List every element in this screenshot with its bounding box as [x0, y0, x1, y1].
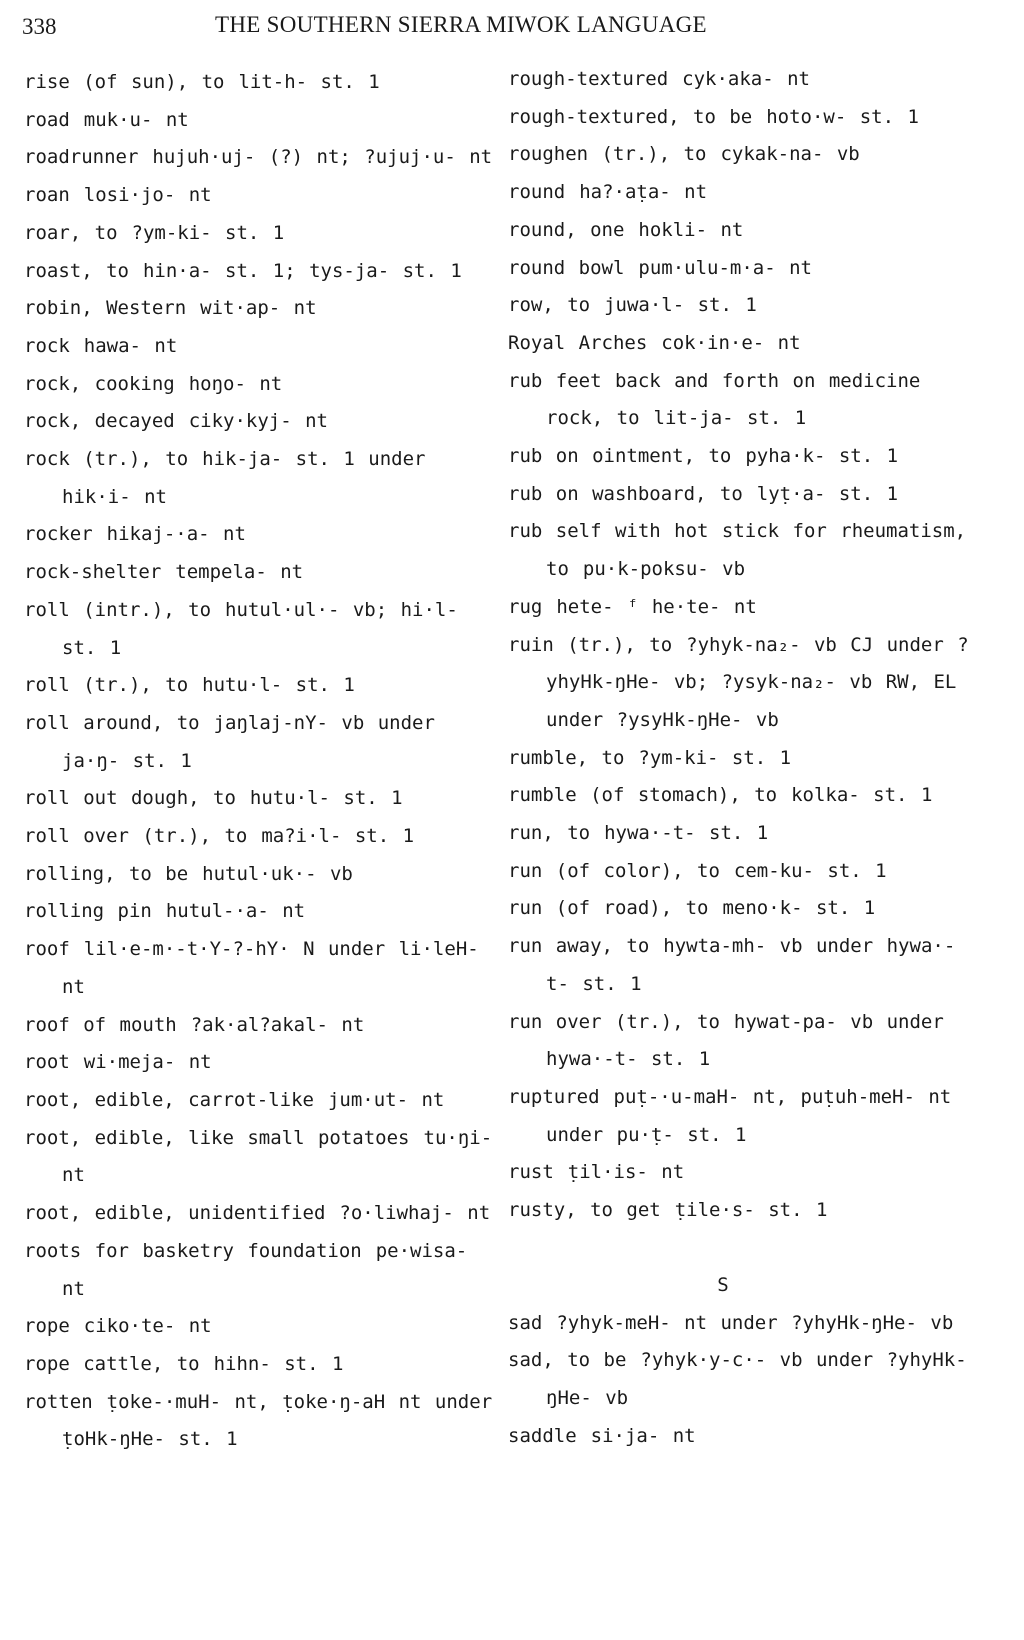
- entry-definition: ma?i·l- st. 1: [261, 825, 415, 848]
- entry-term: rug: [508, 595, 543, 618]
- dictionary-entry: [24, 177, 494, 215]
- dictionary-entry: [508, 212, 978, 250]
- entry-definition: ciko·te- nt: [83, 1315, 212, 1338]
- entry-term: rope cattle, to: [24, 1352, 200, 1375]
- entry-term: roof: [24, 938, 70, 961]
- entry-term: ruin (tr.), to: [508, 633, 673, 656]
- page-number: 338: [22, 14, 57, 39]
- entry-term: rock, cooking: [24, 372, 175, 395]
- entry-term: rocker: [24, 523, 93, 546]
- dictionary-entry: [508, 287, 978, 325]
- entry-term: roast, to: [24, 259, 129, 282]
- dictionary-entry: [24, 516, 494, 554]
- entry-term: roll over (tr.), to: [24, 825, 248, 848]
- dictionary-entry: [508, 61, 978, 99]
- dictionary-entry: [24, 667, 494, 705]
- dictionary-entry: [24, 366, 494, 404]
- entry-definition: cyk·aka- nt: [682, 68, 810, 90]
- entry-term: roan: [24, 184, 70, 207]
- entry-term: rope: [24, 1315, 70, 1338]
- entry-definition: hujuh·uj- (?) nt; ?ujuj·u- nt: [152, 146, 493, 169]
- dictionary-entry: [24, 856, 494, 894]
- entry-definition: ?ym-ki- st. 1: [638, 746, 792, 769]
- dictionary-entry: [508, 815, 978, 853]
- entry-term: run (of road), to: [508, 897, 709, 920]
- dictionary-entry: [508, 174, 978, 212]
- entry-term: Royal Arches: [508, 331, 648, 354]
- entry-definition: ?yhyk·y-c·- vb under ?yhyHk-ŋHe- vb: [546, 1349, 967, 1409]
- dictionary-entry: [508, 513, 978, 588]
- entry-term: rough-textured, to be: [508, 105, 753, 128]
- entry-term: roof of mouth: [24, 1013, 177, 1036]
- entry-definition: hete- ᶠ he·te- nt: [556, 595, 757, 618]
- entry-definition: ṭoke-·muH- nt, ṭoke·ŋ-aH nt under ṭoHk-ŋHe- st. 1: [62, 1390, 493, 1451]
- entry-term: rust: [508, 1161, 554, 1184]
- dictionary-entry: [24, 1384, 494, 1459]
- entry-definition: hihn- st. 1: [213, 1352, 344, 1375]
- dictionary-entry: [508, 1192, 978, 1230]
- entry-definition: lit-ja- st. 1: [653, 407, 807, 430]
- entry-term: rusty, to get: [508, 1199, 661, 1222]
- entry-definition: pyha·k- st. 1: [745, 445, 899, 468]
- dictionary-entry: [24, 1308, 494, 1346]
- dictionary-entry: [24, 1044, 494, 1082]
- entry-term: robin, Western: [24, 297, 187, 320]
- entry-definition: si·ja- nt: [590, 1424, 696, 1447]
- entry-term: round, one: [508, 218, 625, 241]
- entry-definition: losi·jo- nt: [83, 184, 212, 207]
- entry-term: rise (of sun), to: [24, 71, 225, 93]
- entry-term: run, to: [508, 822, 591, 845]
- dictionary-entry: [508, 363, 978, 438]
- dictionary-entry: [508, 1154, 978, 1192]
- entry-definition: hywat-pa- vb under hywa·-t- st. 1: [546, 1010, 944, 1071]
- entry-definition: pe·wisa- nt: [62, 1239, 468, 1300]
- dictionary-entry: [24, 290, 494, 328]
- entry-term: road: [24, 108, 70, 131]
- dictionary-entry: [508, 250, 978, 288]
- dictionary-entry: [24, 592, 494, 667]
- entry-term: ruptured: [508, 1085, 600, 1108]
- entry-definition: hin·a- st. 1; tys-ja- st. 1: [142, 259, 462, 282]
- dictionary-entry: [24, 705, 494, 780]
- entry-term: sad, to be: [508, 1349, 627, 1372]
- entry-term: roots for basketry foundation: [24, 1239, 362, 1262]
- entry-definition: lil·e-m·-t·Y-?-hY· N under li·leH- nt: [62, 938, 479, 998]
- entry-definition: hutul-·a- nt: [165, 900, 306, 923]
- dictionary-entry: [508, 1004, 978, 1079]
- entry-term: run away, to: [508, 935, 650, 958]
- entry-term: roadrunner: [24, 146, 139, 169]
- running-title: THE SOUTHERN SIERRA MIWOK LANGUAGE: [215, 12, 707, 37]
- dictionary-entry: [508, 853, 978, 891]
- entry-term: round bowl: [508, 256, 625, 279]
- entry-definition: jaŋlaj-nY- vb under ja·ŋ- st. 1: [62, 711, 435, 772]
- entry-term: row, to: [508, 294, 591, 317]
- entry-definition: cem-ku- st. 1: [733, 859, 887, 882]
- entry-definition: ?ak·al?akal- nt: [190, 1013, 365, 1036]
- entry-term: run over (tr.), to: [508, 1010, 720, 1033]
- entry-term: rotten: [24, 1390, 93, 1413]
- entry-term: rolling pin: [24, 900, 152, 923]
- entry-term: rub on ointment, to: [508, 445, 732, 468]
- entry-term: rock (tr.), to: [24, 448, 189, 471]
- dictionary-entry: [24, 253, 494, 291]
- entry-term: root: [24, 1051, 70, 1074]
- dictionary-entry: [24, 818, 494, 856]
- entry-term: roughen (tr.), to: [508, 143, 707, 166]
- entry-term: root, edible, like small potatoes: [24, 1126, 410, 1149]
- dictionary-entry: [508, 589, 978, 627]
- dictionary-entry: [24, 215, 494, 253]
- dictionary-entry: [24, 102, 494, 140]
- entry-term: saddle: [508, 1424, 577, 1447]
- entry-definition: hikaj-·a- nt: [106, 523, 246, 546]
- entry-definition: kolka- st. 1: [791, 784, 933, 807]
- entry-definition: ?ym-ki- st. 1: [131, 221, 285, 244]
- entry-definition: hokli- nt: [638, 218, 744, 241]
- dictionary-entry: [24, 893, 494, 931]
- dictionary-entry: [24, 139, 494, 177]
- entry-definition: jum·ut- nt: [327, 1088, 445, 1111]
- dictionary-entry: [24, 1195, 494, 1233]
- entry-definition: cykak-na- vb: [720, 143, 860, 166]
- entry-definition: ?yhyk-na₂- vb CJ under ?yhyHk-ŋHe- vb; ?ysyk-na₂- vb RW, EL under ?ysyHk-ŋHe- vb: [546, 633, 969, 731]
- dictionary-entry: [508, 928, 978, 1003]
- dictionary-entry: [508, 1305, 978, 1343]
- dictionary-entry: [24, 328, 494, 366]
- entry-term: rolling, to be: [24, 862, 189, 885]
- dictionary-entry: [508, 325, 978, 363]
- dictionary-entry: [508, 740, 978, 778]
- dictionary-entry: [24, 931, 494, 1006]
- dictionary-entry: [508, 1418, 978, 1456]
- entry-definition: ?yhyk-meH- nt under ?yhyHk-ŋHe- vb: [556, 1311, 954, 1334]
- entry-definition: ciky·kyj- nt: [188, 410, 328, 433]
- entry-definition: cok·in·e- nt: [661, 331, 801, 354]
- entry-term: roll (tr.), to: [24, 674, 189, 697]
- entry-definition: pu·k-poksu- vb: [582, 558, 746, 581]
- dictionary-entry: [508, 99, 978, 137]
- left-column: [24, 64, 494, 1459]
- dictionary-entry: [508, 627, 978, 740]
- entry-definition: hutul·ul·- vb; hi·l- st. 1: [62, 598, 458, 659]
- dictionary-entry: [508, 777, 978, 815]
- entry-definition: ?o·liwhaj- nt: [339, 1202, 491, 1225]
- entry-definition: hutul·uk·- vb: [202, 862, 353, 885]
- dictionary-entry: [24, 1346, 494, 1384]
- entry-definition: lyṭ·a- st. 1: [756, 482, 899, 505]
- entry-definition: tu·ŋi- nt: [62, 1126, 493, 1187]
- entry-term: root, edible, unidentified: [24, 1202, 326, 1225]
- dictionary-entry: [508, 890, 978, 928]
- entry-definition: meno·k- st. 1: [722, 897, 876, 920]
- entry-definition: pum·ulu-m·a- nt: [638, 256, 812, 279]
- dictionary-entry: [24, 780, 494, 818]
- entry-term: round: [508, 181, 566, 204]
- dictionary-entry: [508, 1079, 978, 1154]
- entry-term: rough-textured: [508, 68, 669, 90]
- entry-term: root, edible, carrot-like: [24, 1088, 314, 1111]
- entry-term: rub self with hot stick for rheumatism, to: [508, 520, 967, 581]
- entry-definition: hutu·l- st. 1: [249, 787, 403, 810]
- entry-definition: puṭ-·u-maH- nt, puṭuh-meH- nt under pu·ṭ- st. 1: [546, 1085, 952, 1146]
- entry-definition: tempela- nt: [175, 561, 304, 584]
- entry-term: rock: [24, 334, 70, 357]
- entry-definition: hoŋo- nt: [188, 372, 283, 395]
- dictionary-entry: [508, 438, 978, 476]
- entry-term: rumble (of stomach), to: [508, 784, 778, 807]
- dictionary-entry: [24, 1007, 494, 1045]
- entry-definition: ṭile·s- st. 1: [674, 1199, 828, 1222]
- entry-definition: ṭil·is- nt: [567, 1161, 685, 1184]
- entry-term: rock, decayed: [24, 410, 175, 433]
- entry-term: roll around, to: [24, 711, 200, 734]
- entry-term: run (of color), to: [508, 859, 720, 882]
- dictionary-entry: [24, 403, 494, 441]
- entry-term: roar, to: [24, 221, 118, 244]
- entry-definition: juwa·l- st. 1: [604, 294, 757, 317]
- entry-definition: wi·meja- nt: [83, 1051, 212, 1074]
- entry-definition: lit-h- st. 1: [238, 71, 380, 93]
- dictionary-entry: [24, 441, 494, 516]
- entry-term: sad: [508, 1311, 543, 1334]
- entry-term: roll (intr.), to: [24, 598, 212, 621]
- dictionary-entry: [508, 136, 978, 174]
- right-column: [508, 61, 978, 1455]
- dictionary-entry: [24, 1233, 494, 1308]
- dictionary-entry: [508, 476, 978, 514]
- entry-definition: hoto·w- st. 1: [766, 105, 919, 128]
- entry-term: rub on washboard, to: [508, 482, 743, 505]
- entry-term: rumble, to: [508, 746, 625, 769]
- entry-definition: hywa·-t- st. 1: [604, 822, 769, 845]
- dictionary-entry: [24, 1082, 494, 1120]
- entry-definition: ha?·aṭa- nt: [579, 181, 708, 204]
- dictionary-entry: [24, 64, 494, 102]
- dictionary-entry: [508, 1342, 978, 1417]
- section-letter: S: [717, 1273, 729, 1296]
- entry-definition: wit·ap- nt: [200, 297, 317, 320]
- entry-definition: hik-ja- st. 1 under hik·i- nt: [62, 448, 426, 508]
- dictionary-entry: [24, 1120, 494, 1195]
- entry-term: rub feet back and forth on medicine rock, to: [508, 369, 921, 430]
- entry-definition: hutu·l- st. 1: [202, 674, 355, 697]
- entry-term: rock-shelter: [24, 561, 162, 584]
- entry-term: roll out dough, to: [24, 787, 236, 810]
- entry-definition: hawa- nt: [83, 334, 178, 357]
- entry-definition: muk·u- nt: [83, 108, 189, 131]
- dictionary-entry: [24, 554, 494, 592]
- entry-definition: hywta-mh- vb under hywa·-t- st. 1: [546, 935, 956, 995]
